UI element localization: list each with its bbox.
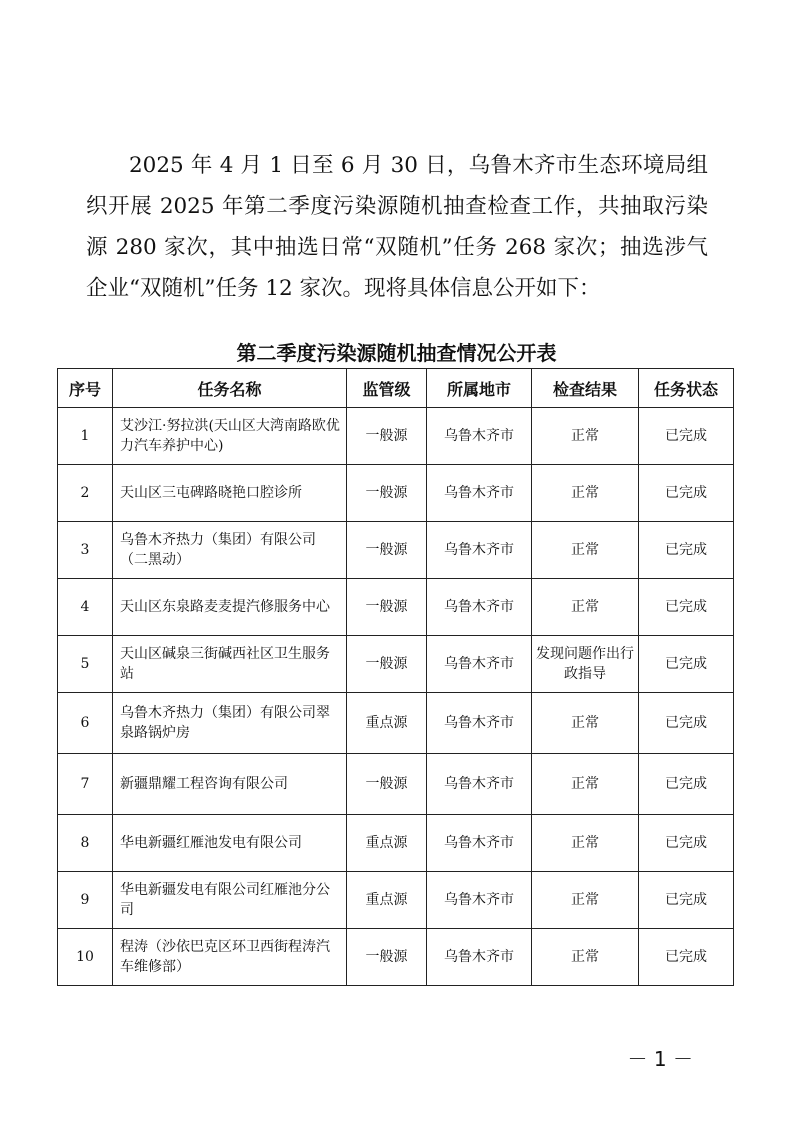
header-result: 检查结果 bbox=[532, 369, 639, 408]
cell-city: 乌鲁木齐市 bbox=[427, 872, 532, 929]
cell-result: 正常 bbox=[532, 815, 639, 872]
inspection-table bbox=[57, 368, 734, 986]
cell-city: 乌鲁木齐市 bbox=[427, 693, 532, 754]
cell-status: 已完成 bbox=[639, 929, 734, 986]
cell-name: 程涛（沙依巴克区环卫西街程涛汽车维修部） bbox=[113, 929, 347, 986]
cell-seq: 6 bbox=[58, 693, 113, 754]
intro-paragraph: 2025 年 4 月 1 日至 6 月 30 日，乌鲁木齐市生态环境局组织开展 2025 年第二季度污染源随机抽查检查工作，共抽取污染源 280 家次，其中抽选日常“双随机”任务 268 家次；抽选涉气企业“双随机”任务 12 家次。现将具体信息公开如下： bbox=[86, 153, 708, 301]
cell-result: 正常 bbox=[532, 754, 639, 815]
table-row bbox=[58, 754, 734, 815]
table-title: 第二季度污染源随机抽查情况公开表 bbox=[236, 341, 557, 365]
cell-level: 一般源 bbox=[347, 754, 427, 815]
cell-name: 华电新疆发电有限公司红雁池分公司 bbox=[113, 872, 347, 929]
table-row bbox=[58, 465, 734, 522]
cell-status: 已完成 bbox=[639, 465, 734, 522]
table-row bbox=[58, 636, 734, 693]
cell-level: 一般源 bbox=[347, 579, 427, 636]
cell-level: 重点源 bbox=[347, 815, 427, 872]
header-seq: 序号 bbox=[58, 369, 113, 408]
cell-city: 乌鲁木齐市 bbox=[427, 579, 532, 636]
cell-status: 已完成 bbox=[639, 522, 734, 579]
table-row bbox=[58, 579, 734, 636]
header-status: 任务状态 bbox=[639, 369, 734, 408]
cell-result: 正常 bbox=[532, 465, 639, 522]
cell-name: 乌鲁木齐热力（集团）有限公司（二黑动） bbox=[113, 522, 347, 579]
cell-seq: 8 bbox=[58, 815, 113, 872]
table-row bbox=[58, 693, 734, 754]
cell-status: 已完成 bbox=[639, 815, 734, 872]
cell-level: 一般源 bbox=[347, 522, 427, 579]
cell-result: 正常 bbox=[532, 872, 639, 929]
cell-seq: 10 bbox=[58, 929, 113, 986]
page-number: － 1 － bbox=[627, 1047, 693, 1071]
cell-result: 正常 bbox=[532, 522, 639, 579]
cell-city: 乌鲁木齐市 bbox=[427, 408, 532, 465]
cell-status: 已完成 bbox=[639, 579, 734, 636]
cell-seq: 2 bbox=[58, 465, 113, 522]
cell-level: 重点源 bbox=[347, 872, 427, 929]
cell-name: 天山区东泉路麦麦提汽修服务中心 bbox=[113, 579, 347, 636]
cell-name: 天山区三屯碑路晓艳口腔诊所 bbox=[113, 465, 347, 522]
cell-seq: 9 bbox=[58, 872, 113, 929]
cell-city: 乌鲁木齐市 bbox=[427, 522, 532, 579]
cell-city: 乌鲁木齐市 bbox=[427, 754, 532, 815]
cell-name: 乌鲁木齐热力（集团）有限公司翠泉路锅炉房 bbox=[113, 693, 347, 754]
table-row bbox=[58, 929, 734, 986]
cell-level: 一般源 bbox=[347, 929, 427, 986]
cell-level: 一般源 bbox=[347, 465, 427, 522]
cell-status: 已完成 bbox=[639, 754, 734, 815]
intro-text bbox=[86, 145, 708, 309]
cell-city: 乌鲁木齐市 bbox=[427, 929, 532, 986]
cell-result: 正常 bbox=[532, 693, 639, 754]
cell-result: 发现问题作出行政指导 bbox=[532, 636, 639, 693]
cell-name: 艾沙江·努拉洪(天山区大湾南路欧优力汽车养护中心) bbox=[113, 408, 347, 465]
header-city: 所属地市 bbox=[427, 369, 532, 408]
cell-name: 华电新疆红雁池发电有限公司 bbox=[113, 815, 347, 872]
cell-seq: 4 bbox=[58, 579, 113, 636]
cell-seq: 7 bbox=[58, 754, 113, 815]
cell-city: 乌鲁木齐市 bbox=[427, 465, 532, 522]
cell-seq: 5 bbox=[58, 636, 113, 693]
header-name: 任务名称 bbox=[113, 369, 347, 408]
cell-level: 一般源 bbox=[347, 636, 427, 693]
cell-level: 重点源 bbox=[347, 693, 427, 754]
cell-status: 已完成 bbox=[639, 693, 734, 754]
cell-name: 新疆鼎耀工程咨询有限公司 bbox=[113, 754, 347, 815]
cell-result: 正常 bbox=[532, 579, 639, 636]
cell-seq: 1 bbox=[58, 408, 113, 465]
cell-status: 已完成 bbox=[639, 636, 734, 693]
cell-city: 乌鲁木齐市 bbox=[427, 815, 532, 872]
cell-name: 天山区碱泉三街碱西社区卫生服务站 bbox=[113, 636, 347, 693]
table-row bbox=[58, 872, 734, 929]
cell-level: 一般源 bbox=[347, 408, 427, 465]
cell-seq: 3 bbox=[58, 522, 113, 579]
table-row bbox=[58, 408, 734, 465]
cell-result: 正常 bbox=[532, 408, 639, 465]
cell-city: 乌鲁木齐市 bbox=[427, 636, 532, 693]
cell-status: 已完成 bbox=[639, 872, 734, 929]
cell-result: 正常 bbox=[532, 929, 639, 986]
table-row bbox=[58, 815, 734, 872]
cell-status: 已完成 bbox=[639, 408, 734, 465]
table-row bbox=[58, 522, 734, 579]
table-header-row bbox=[58, 369, 734, 408]
header-level: 监管级 bbox=[347, 369, 427, 408]
